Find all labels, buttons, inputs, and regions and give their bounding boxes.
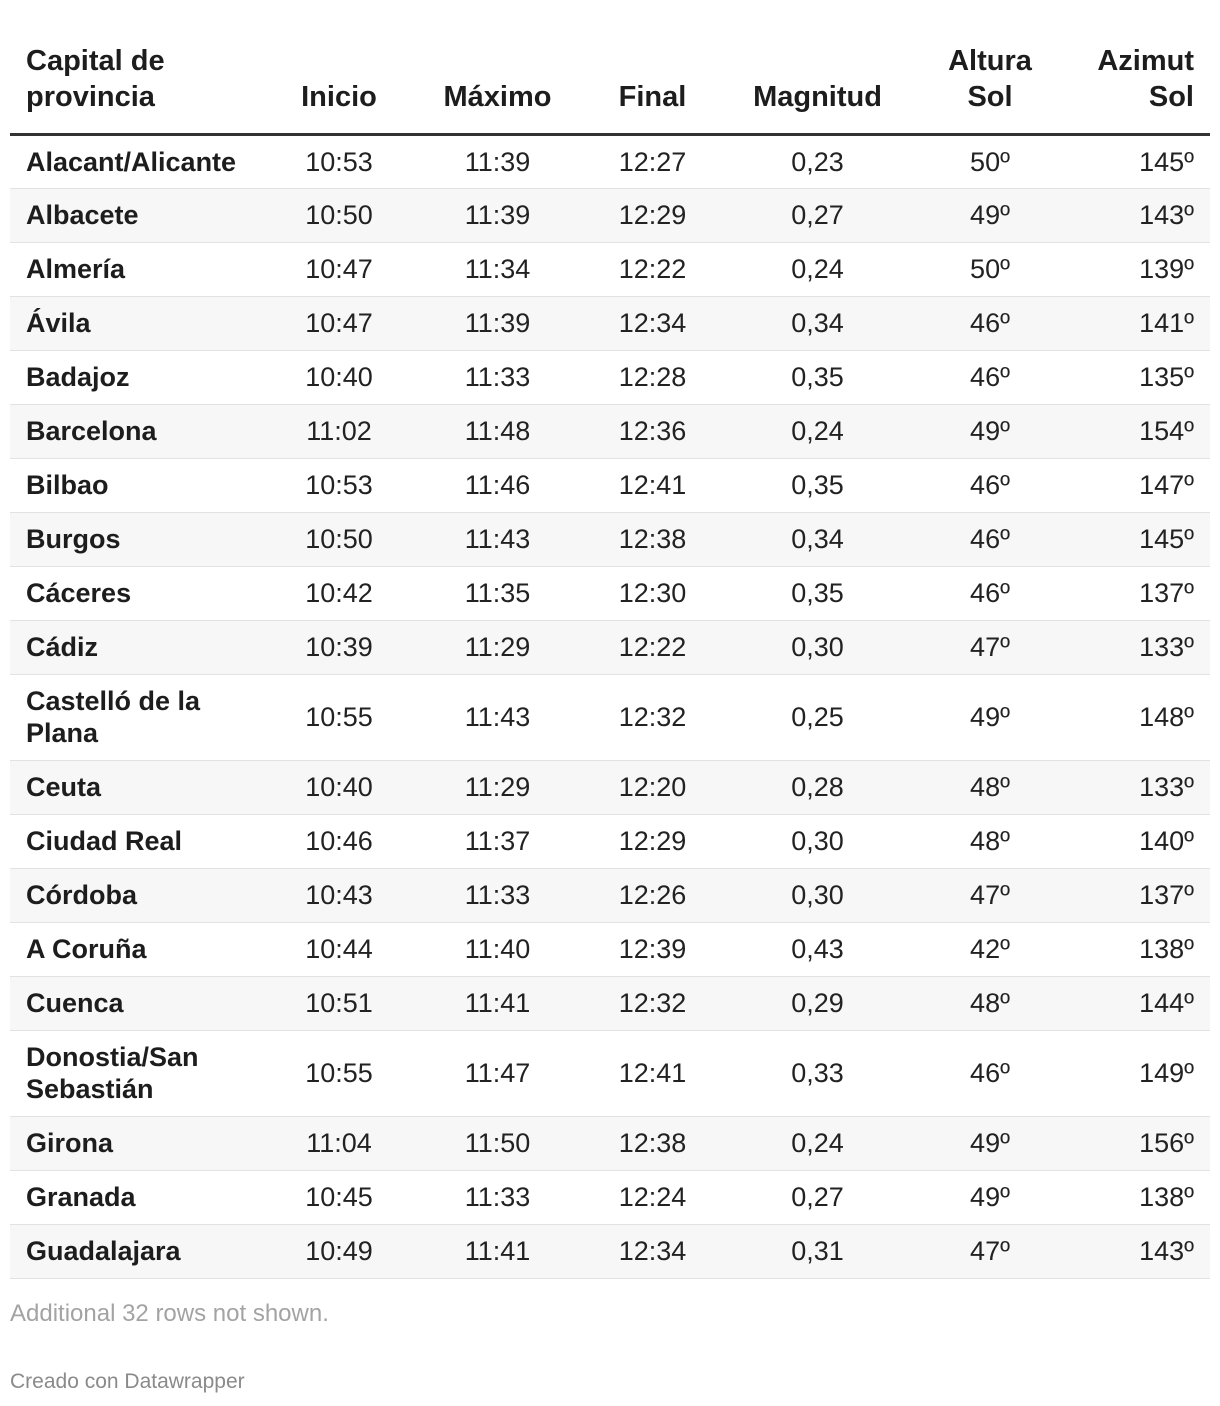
table-row [10, 620, 1210, 674]
header-magnitud [720, 38, 915, 134]
cell-capital [10, 674, 268, 760]
cell-altura-sol: 47º [915, 620, 1065, 674]
cell-magnitud: 0,27 [720, 188, 915, 242]
cell-capital: Cádiz [10, 620, 268, 674]
cell-maximo: 11:39 [410, 134, 585, 188]
cell-altura-sol: 46º [915, 512, 1065, 566]
cell-altura-sol: 49º [915, 1116, 1065, 1170]
cell-capital-line: Plana [26, 718, 99, 748]
cell-magnitud: 0,33 [720, 1030, 915, 1116]
cell-capital: Guadalajara [10, 1224, 268, 1278]
cell-azimut-sol: 137º [1065, 868, 1210, 922]
cell-azimut-sol: 138º [1065, 1170, 1210, 1224]
cell-inicio: 10:40 [268, 760, 410, 814]
table-row [10, 1116, 1210, 1170]
cell-inicio: 10:47 [268, 242, 410, 296]
cell-capital [10, 1030, 268, 1116]
header-label-line: Azimut [1097, 44, 1194, 77]
cell-capital-line: Sebastián [26, 1074, 154, 1104]
cell-capital: Alacant/Alicante [10, 134, 268, 188]
header-label-line: provincia [26, 80, 155, 113]
cell-maximo: 11:39 [410, 188, 585, 242]
eclipse-table [10, 38, 1210, 1279]
cell-azimut-sol: 139º [1065, 242, 1210, 296]
cell-magnitud: 0,34 [720, 296, 915, 350]
cell-capital: Ceuta [10, 760, 268, 814]
cell-inicio: 10:50 [268, 512, 410, 566]
cell-capital: Albacete [10, 188, 268, 242]
cell-capital-line: Donostia/San [26, 1042, 199, 1072]
cell-capital: Cáceres [10, 566, 268, 620]
cell-final: 12:32 [585, 674, 720, 760]
cell-capital: Badajoz [10, 350, 268, 404]
table-row [10, 1030, 1210, 1116]
cell-magnitud: 0,43 [720, 922, 915, 976]
cell-capital: Córdoba [10, 868, 268, 922]
table-row [10, 350, 1210, 404]
cell-inicio: 10:40 [268, 350, 410, 404]
cell-magnitud: 0,35 [720, 458, 915, 512]
table-row [10, 404, 1210, 458]
cell-azimut-sol: 144º [1065, 976, 1210, 1030]
cell-maximo: 11:33 [410, 868, 585, 922]
cell-altura-sol: 46º [915, 350, 1065, 404]
cell-magnitud: 0,24 [720, 404, 915, 458]
header-label-line: Máximo [443, 80, 552, 113]
cell-altura-sol: 48º [915, 976, 1065, 1030]
cell-magnitud: 0,25 [720, 674, 915, 760]
cell-altura-sol: 46º [915, 296, 1065, 350]
cell-final: 12:34 [585, 1224, 720, 1278]
cell-altura-sol: 47º [915, 1224, 1065, 1278]
table-row [10, 760, 1210, 814]
cell-magnitud: 0,28 [720, 760, 915, 814]
table-body [10, 134, 1210, 1278]
cell-altura-sol: 49º [915, 674, 1065, 760]
table-row [10, 134, 1210, 188]
table-row [10, 458, 1210, 512]
cell-final: 12:36 [585, 404, 720, 458]
cell-altura-sol: 46º [915, 566, 1065, 620]
cell-maximo: 11:37 [410, 814, 585, 868]
header-capital [10, 38, 268, 134]
cell-altura-sol: 49º [915, 188, 1065, 242]
table-row [10, 976, 1210, 1030]
cell-altura-sol: 49º [915, 404, 1065, 458]
table-row [10, 922, 1210, 976]
cell-inicio: 10:47 [268, 296, 410, 350]
cell-maximo: 11:43 [410, 674, 585, 760]
table-row [10, 242, 1210, 296]
cell-inicio: 10:53 [268, 458, 410, 512]
cell-final: 12:28 [585, 350, 720, 404]
cell-azimut-sol: 148º [1065, 674, 1210, 760]
cell-final: 12:39 [585, 922, 720, 976]
cell-capital: Ciudad Real [10, 814, 268, 868]
table-header-row [10, 38, 1210, 134]
cell-final: 12:22 [585, 242, 720, 296]
cell-final: 12:34 [585, 296, 720, 350]
cell-final: 12:29 [585, 188, 720, 242]
cell-azimut-sol: 145º [1065, 512, 1210, 566]
cell-altura-sol: 47º [915, 868, 1065, 922]
cell-azimut-sol: 143º [1065, 188, 1210, 242]
table-row [10, 188, 1210, 242]
cell-maximo: 11:34 [410, 242, 585, 296]
cell-maximo: 11:29 [410, 620, 585, 674]
cell-maximo: 11:41 [410, 1224, 585, 1278]
cell-final: 12:41 [585, 1030, 720, 1116]
cell-magnitud: 0,31 [720, 1224, 915, 1278]
cell-maximo: 11:48 [410, 404, 585, 458]
header-label-line: Sol [967, 80, 1013, 113]
data-table-container [10, 38, 1210, 1279]
cell-capital: Bilbao [10, 458, 268, 512]
cell-inicio: 10:55 [268, 1030, 410, 1116]
cell-final: 12:26 [585, 868, 720, 922]
cell-final: 12:38 [585, 1116, 720, 1170]
cell-magnitud: 0,30 [720, 868, 915, 922]
cell-inicio: 10:51 [268, 976, 410, 1030]
cell-final: 12:32 [585, 976, 720, 1030]
header-label-line: Inicio [301, 80, 377, 113]
cell-magnitud: 0,30 [720, 620, 915, 674]
cell-inicio: 11:02 [268, 404, 410, 458]
cell-magnitud: 0,27 [720, 1170, 915, 1224]
cell-magnitud: 0,29 [720, 976, 915, 1030]
cell-inicio: 10:44 [268, 922, 410, 976]
cell-azimut-sol: 143º [1065, 1224, 1210, 1278]
cell-capital: A Coruña [10, 922, 268, 976]
cell-azimut-sol: 149º [1065, 1030, 1210, 1116]
cell-azimut-sol: 141º [1065, 296, 1210, 350]
cell-inicio: 11:04 [268, 1116, 410, 1170]
header-label-line: Capital de [26, 44, 165, 77]
table-row [10, 1170, 1210, 1224]
cell-final: 12:22 [585, 620, 720, 674]
cell-altura-sol: 48º [915, 814, 1065, 868]
header-maximo [410, 38, 585, 134]
cell-final: 12:38 [585, 512, 720, 566]
cell-azimut-sol: 137º [1065, 566, 1210, 620]
cell-inicio: 10:53 [268, 134, 410, 188]
cell-azimut-sol: 154º [1065, 404, 1210, 458]
cell-final: 12:24 [585, 1170, 720, 1224]
cell-azimut-sol: 135º [1065, 350, 1210, 404]
rows-hidden-note: Additional 32 rows not shown. [10, 1300, 329, 1327]
table-row [10, 512, 1210, 566]
table-row [10, 566, 1210, 620]
cell-maximo: 11:41 [410, 976, 585, 1030]
cell-altura-sol: 42º [915, 922, 1065, 976]
cell-maximo: 11:47 [410, 1030, 585, 1116]
cell-magnitud: 0,35 [720, 566, 915, 620]
cell-azimut-sol: 147º [1065, 458, 1210, 512]
cell-final: 12:27 [585, 134, 720, 188]
cell-maximo: 11:35 [410, 566, 585, 620]
cell-capital: Barcelona [10, 404, 268, 458]
cell-maximo: 11:33 [410, 350, 585, 404]
cell-azimut-sol: 156º [1065, 1116, 1210, 1170]
cell-capital: Almería [10, 242, 268, 296]
cell-final: 12:41 [585, 458, 720, 512]
cell-maximo: 11:29 [410, 760, 585, 814]
cell-altura-sol: 46º [915, 458, 1065, 512]
cell-magnitud: 0,24 [720, 242, 915, 296]
header-label-line: Altura [948, 44, 1032, 77]
cell-magnitud: 0,30 [720, 814, 915, 868]
header-inicio [268, 38, 410, 134]
cell-altura-sol: 50º [915, 242, 1065, 296]
cell-inicio: 10:46 [268, 814, 410, 868]
header-altura-sol [915, 38, 1065, 134]
cell-inicio: 10:50 [268, 188, 410, 242]
datawrapper-credit: Creado con Datawrapper [10, 1370, 245, 1393]
cell-maximo: 11:33 [410, 1170, 585, 1224]
cell-final: 12:30 [585, 566, 720, 620]
cell-inicio: 10:49 [268, 1224, 410, 1278]
cell-maximo: 11:50 [410, 1116, 585, 1170]
cell-azimut-sol: 133º [1065, 760, 1210, 814]
header-azimut-sol [1065, 38, 1210, 134]
cell-maximo: 11:46 [410, 458, 585, 512]
header-label-line: Magnitud [753, 80, 882, 113]
cell-capital: Girona [10, 1116, 268, 1170]
table-row [10, 1224, 1210, 1278]
cell-azimut-sol: 133º [1065, 620, 1210, 674]
cell-magnitud: 0,23 [720, 134, 915, 188]
table-row [10, 296, 1210, 350]
header-label-line: Sol [1148, 80, 1194, 113]
cell-azimut-sol: 145º [1065, 134, 1210, 188]
cell-altura-sol: 50º [915, 134, 1065, 188]
cell-capital-line: Castelló de la [26, 686, 201, 716]
cell-final: 12:29 [585, 814, 720, 868]
cell-final: 12:20 [585, 760, 720, 814]
cell-magnitud: 0,34 [720, 512, 915, 566]
cell-capital: Cuenca [10, 976, 268, 1030]
cell-maximo: 11:40 [410, 922, 585, 976]
cell-azimut-sol: 140º [1065, 814, 1210, 868]
cell-maximo: 11:39 [410, 296, 585, 350]
table-row [10, 674, 1210, 760]
header-final [585, 38, 720, 134]
cell-capital: Granada [10, 1170, 268, 1224]
cell-inicio: 10:45 [268, 1170, 410, 1224]
cell-inicio: 10:55 [268, 674, 410, 760]
cell-inicio: 10:42 [268, 566, 410, 620]
cell-altura-sol: 48º [915, 760, 1065, 814]
cell-inicio: 10:39 [268, 620, 410, 674]
cell-altura-sol: 49º [915, 1170, 1065, 1224]
table-row [10, 868, 1210, 922]
cell-azimut-sol: 138º [1065, 922, 1210, 976]
cell-capital: Ávila [10, 296, 268, 350]
cell-magnitud: 0,35 [720, 350, 915, 404]
cell-capital: Burgos [10, 512, 268, 566]
header-label-line: Final [618, 80, 687, 113]
cell-inicio: 10:43 [268, 868, 410, 922]
cell-maximo: 11:43 [410, 512, 585, 566]
cell-magnitud: 0,24 [720, 1116, 915, 1170]
cell-altura-sol: 46º [915, 1030, 1065, 1116]
table-row [10, 814, 1210, 868]
